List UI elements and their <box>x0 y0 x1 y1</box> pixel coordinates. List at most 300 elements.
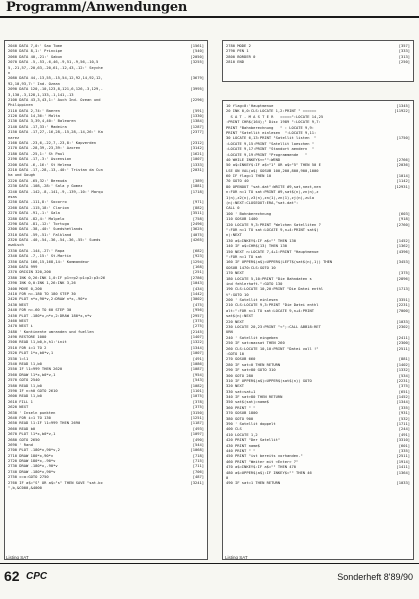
checksum: [3453] <box>396 260 410 265</box>
code-text: 2700 PLOT -180*x,90*v,2 <box>8 448 60 453</box>
code-text: 2180 DATA -25,1:' St Paul <box>8 151 65 156</box>
code-text: 2380 INK 0,26:INK 1,0:IF p1<>p2:p1=p2:p3=26 <box>8 275 106 280</box>
code-text: alt:":FOR n=1 TO sat:LOCATE 9,n+4:PRINT <box>226 308 315 313</box>
code-text: GOSUB 1470:CLS:GOTO 10 <box>226 265 276 270</box>
checksum: [1043] <box>190 281 204 286</box>
code-text: 2750 c=a:GOTO 2750 <box>8 475 49 480</box>
code-text: 2610 FILL 1 <box>8 399 33 404</box>
code-text: 450 PRINT "ist bereits vorhanden." <box>226 454 303 459</box>
code-text: 2270 DATA -91,-1:' Gala <box>8 211 60 216</box>
checksum: [487] <box>192 475 204 480</box>
code-text: 2400 MOVE 0,200 <box>8 286 42 291</box>
code-text: 2450 PLOT -180*x,n*v,2:DRAW 180*x,n*v <box>8 313 92 318</box>
header-rule <box>0 16 419 18</box>
code-text: 2160 DATA -23,6,-22,7,-23,8:' Kapverden <box>8 141 97 146</box>
checksum: [2145] <box>190 329 204 334</box>
code-text: 50 a$=INKEY$:IF a$<"1" OR a$>"5" THEN 50 E <box>226 163 321 168</box>
code-text: ":FOR n=1 TO sat:LOCATE 9,n+4:PRINT sat$( <box>226 227 319 232</box>
code-text: 120 LOCATE 9,3:PRINT "Welchen Satelliten ? <box>226 222 321 227</box>
code-text: 2420 PLOT n*x,90*v,2:DRAW n*x,-90*v <box>8 297 88 302</box>
checksum: [2050] <box>190 54 204 59</box>
code-text: 110 GOSUB 1400 <box>226 217 258 222</box>
code-text: 40 WHILE INKEY$<>"":WEND <box>226 157 281 162</box>
checksum: [475] <box>192 302 204 307</box>
checksum: [603] <box>398 211 410 216</box>
code-text: 210 CLS:LOCATE 9,3:PRINT "Die Datei enthl <box>226 303 319 308</box>
listing-right-top-lines <box>226 44 410 66</box>
code-text: PRINT "Bahnberechnung " : LOCATE 9,9: <box>226 125 315 130</box>
checksum: [12931] <box>394 184 410 189</box>
checksum: [1033] <box>396 481 410 486</box>
code-text: 390 ' Satellit doppelt <box>226 422 276 427</box>
code-text: 2210 DATA -17,-28,-13,-40:' Tristan da Cun <box>8 167 103 172</box>
checksum: [1142] <box>396 179 410 184</box>
code-text: 2200 DATA -6,-16:' St Helena <box>8 162 72 167</box>
code-text: 170 NEXT <box>226 271 245 276</box>
code-text: 490 IF sat=1 THEN RETURN <box>226 481 281 486</box>
code-text: 30 LOCATE 6,13:PRINT "Satellit listen " <box>226 136 317 141</box>
checksum: [434] <box>192 286 204 291</box>
code-text: URN <box>226 330 233 335</box>
code-text: 5,-21,57,-20,63,-20,61,-12,43,-12:' Seyche <box>8 65 103 70</box>
code-text: 2100 DATA 43,3,43,1:' Auch Ind. Ozean und <box>8 97 101 102</box>
code-text: 2280 DATA -82,4:' Malpelo <box>8 216 65 221</box>
code-text: 220 NEXT <box>226 319 245 324</box>
checksum: [1364] <box>396 470 410 475</box>
checksum: [2302] <box>396 325 410 330</box>
code-text: 370 GOSUB 1800 <box>226 411 258 416</box>
code-text: 2670 PLOT l1*x,b0*v,1 <box>8 432 56 437</box>
checksum: [2411] <box>396 335 410 340</box>
checksum: [718] <box>192 453 204 458</box>
code-text: 2710 DRAW 180*x,90*v <box>8 453 54 458</box>
code-text: LSE ON VAL(a$) GOSUB 100,200,800,900,1000 <box>226 168 319 173</box>
code-text: 2810 END <box>226 60 245 65</box>
code-text: 20 INK 0,0:CLS:LOCATE 1,2:PRINT " ====== <box>226 109 317 114</box>
checksum: [540] <box>192 49 204 54</box>
checksum: [335] <box>398 449 410 453</box>
code-line <box>226 481 410 486</box>
code-text: 2530 l=l1 <box>8 356 29 361</box>
checksum: [881] <box>398 357 410 362</box>
checksum: [313] <box>398 54 410 59</box>
code-text: 2520 PLOT 1*x,b0*v,1 <box>8 351 54 356</box>
checksum: [2231] <box>396 378 410 383</box>
code-text: 2410 FOR n=-180 TO 180 STEP 30 <box>8 291 76 296</box>
checksum: [1333] <box>190 162 204 167</box>
checksum: [1718] <box>190 189 204 194</box>
checksum: [931] <box>398 411 410 416</box>
checksum: [2231] <box>396 303 410 308</box>
checksum: [4265] <box>190 238 204 243</box>
checksum: [1407] <box>190 335 204 340</box>
checksum: [532] <box>398 416 410 421</box>
code-text: ewdisch <box>8 243 24 248</box>
page-header-title: Programm/Anwendungen <box>6 0 188 15</box>
code-text: 2390 INK 0,0:INK 1,26:INK 3,26 <box>8 281 76 286</box>
checksum: [1251] <box>190 415 204 420</box>
checksum: [1014] <box>396 174 410 179</box>
code-text: 2630 ' Inseln punkten <box>8 410 56 415</box>
code-text: 2090 DATA 120,-10,123,8,121,6,126,-3,129,- <box>8 87 103 92</box>
code-text: 2460 NEXT <box>8 318 29 323</box>
checksum: [1075] <box>190 394 204 399</box>
code-line <box>8 486 204 491</box>
code-text: 470 a$=INKEY$:IF a$="" THEN 470 <box>226 465 296 470</box>
code-text: 160 IF UPPER$(a$)=UPPER$(LEFT$(sat$(n),1)) THEN <box>226 260 333 265</box>
checksum: [1881] <box>190 184 204 189</box>
code-text: ":FOR n=1 TO sat <box>226 254 263 259</box>
checksum: [11922] <box>394 109 410 114</box>
code-text: 230 LOCATE 20,23:PRINT "<";:CALL &BB18:RET <box>226 325 321 330</box>
code-text: 0 <box>226 475 229 480</box>
checksum: [490] <box>192 437 204 442</box>
checksum: [2036] <box>396 163 410 168</box>
checksum: [3002] <box>190 297 204 302</box>
checksum: [1750] <box>396 136 410 141</box>
code-text: 310 IF UPPER$(a$)=UPPER$(sat$(n)) GOTO <box>226 378 312 383</box>
checksum: [2786] <box>190 275 204 280</box>
checksum: [4396] <box>396 249 410 254</box>
code-text: :PRINT CHR$(164);" Disc 1989 ":LOCATE 9,7: <box>226 120 321 125</box>
code-text: 430 PRINT name$ <box>226 443 260 448</box>
checksum: [544] <box>192 442 204 447</box>
checksum: [357] <box>398 44 410 48</box>
checksum: [543] <box>192 378 204 383</box>
code-text: 2040 DATA 7,0:' Sao Tome <box>8 44 63 48</box>
checksum: [956] <box>192 308 204 313</box>
code-text: ind fehlerhaft.":GOTO 130 <box>226 281 283 286</box>
checksum: [715] <box>192 459 204 464</box>
checksum: [2300] <box>396 341 410 346</box>
code-text: sat$(n):NEXT <box>226 314 254 319</box>
code-text: 290 IF sat>80 GOTO 310 <box>226 368 276 373</box>
checksum: [1452] <box>396 238 410 243</box>
code-text: 2560 DRAW l1*x,b0*v,1 <box>8 372 56 377</box>
code-text: CALL 0 <box>226 206 240 211</box>
code-text: 240 ' Satellit eingeben <box>226 335 278 340</box>
checksum: [333] <box>398 49 410 54</box>
checksum: [375] <box>192 405 204 410</box>
checksum: [1187] <box>190 421 204 426</box>
listing-left <box>4 40 208 560</box>
checksum: [3255] <box>190 60 204 65</box>
code-text: 2800 BORDER 0 <box>226 54 256 59</box>
code-text: 2590 IF n=h0 GOTO 2610 <box>8 389 58 393</box>
code-text: 200 ' Satellit einlesen <box>226 298 278 303</box>
code-text: S A T - M A S T E R =====":LOCATE 14,25 <box>226 114 324 119</box>
checksum: [682] <box>192 248 204 253</box>
checksum: [389] <box>192 178 204 183</box>
code-text: ",b,&C000,&4000 <box>8 486 42 491</box>
listing-left-lines <box>8 44 204 491</box>
code-text: 250 IF sat=maxsat THEN 260 <box>226 341 285 346</box>
code-line <box>226 60 410 65</box>
code-text: 320 NEXT <box>226 384 245 389</box>
code-text: 380 GOTO 900 <box>226 416 254 421</box>
checksum: [1294] <box>190 259 204 264</box>
checksum: [2957] <box>190 313 204 318</box>
code-text: 330 sat=sat+1 <box>226 389 256 394</box>
code-text: 2050 DATA 8,1:' Principe <box>8 49 63 54</box>
code-text: 2080 DATA 44,-13,55,-15,54,12,92,14,92,12, <box>8 76 103 81</box>
code-text: 2740 DRAW -180*x,90*v <box>8 469 56 474</box>
code-text: 2580 READ l1,b0 <box>8 383 42 388</box>
code-text: :LOCATE 9,15:PRINT "Satellit loeschen " <box>226 141 315 146</box>
checksum: [1322] <box>190 340 204 345</box>
code-text: 2470 NEXT i <box>8 324 33 329</box>
checksum: [2511] <box>396 346 410 351</box>
code-text: 2130 DATA 3,39,4,40:' Balearen <box>8 119 76 124</box>
checksum: [1033] <box>396 319 410 324</box>
checksum: [1007] <box>190 351 204 356</box>
code-text: 300 GOTO 280 <box>226 373 254 378</box>
checksum: [1344] <box>396 400 410 405</box>
code-text: 2540 READ l1,b0 <box>8 362 42 367</box>
checksum: [1068] <box>190 448 204 453</box>
code-text: 70 GOTO 40 <box>226 179 249 184</box>
checksum: [601] <box>398 443 410 448</box>
code-text: 140 IF a$=CHR$(13) THEN 130 <box>226 244 287 249</box>
code-text: 2660 READ b0 <box>8 426 36 431</box>
checksum: [1082] <box>190 383 204 388</box>
code-text: 2340 DATA -7,-15:' St.Martin <box>8 254 72 259</box>
code-text: 420 PRINT "Der Satellit" <box>226 438 281 443</box>
checksum: [1101] <box>190 389 204 393</box>
checksum: [250] <box>398 60 410 65</box>
code-text: 410 LOCATE 1,2 <box>226 432 258 437</box>
code-text: 2250 DATA -111,8:' Socorro <box>8 200 67 205</box>
code-text: 2720 DRAW 180*x,-90*v <box>8 459 56 464</box>
checksum: [2031] <box>190 167 204 172</box>
code-text: 460 PRINT "Weiter mit <Enter> ?" <box>226 459 299 464</box>
checksum: [1332] <box>396 368 410 373</box>
code-text: 2230 DATA -108,-28:' Sala y Gomez <box>8 184 83 189</box>
checksum: [971] <box>192 200 204 205</box>
code-text: 2240 DATA -142,-8,-141,-9,-139,-10:' Marqu <box>8 189 103 194</box>
checksum: [1411] <box>396 465 410 470</box>
checksum: [168] <box>192 265 204 270</box>
checksum: [2496] <box>190 221 204 226</box>
checksum: [1384] <box>190 119 204 124</box>
code-text: 3,130,-3,128,1,133,-1,141,-13 <box>8 92 74 97</box>
page-number: 62 <box>4 568 20 584</box>
checksum: [1087] <box>190 367 204 372</box>
code-text: 100 ' Bahnberechnung <box>226 211 272 216</box>
code-text: :LOCATE 9,17:PRINT "Standort aendern " <box>226 147 315 152</box>
checksum: [493] <box>192 426 204 431</box>
code-text: 2360 DATA 999 <box>8 265 38 270</box>
code-text: n:FOR n=1 TO sat:PRINT #9,sat$(n),zn(n),z <box>226 190 319 195</box>
code-text: 2790 PEN 1 <box>226 49 249 54</box>
checksum: [651] <box>398 389 410 394</box>
code-text: 440 PRINT " " <box>226 449 256 453</box>
checksum: [244] <box>398 427 410 432</box>
code-text: 2070 DATA -5,-53,-6,46,-9,51,-9,56,-10,5 <box>8 60 99 65</box>
code-text: 340 IF sat>80 THEN RETURN <box>226 395 283 400</box>
checksum: [1007] <box>190 157 204 162</box>
code-text: 60 IF flag=1 THEN 10 <box>226 174 272 179</box>
checksum: [335] <box>398 405 410 410</box>
checksum: [1561] <box>190 44 204 48</box>
checksum: [591] <box>192 108 204 113</box>
magazine-name: CPC <box>26 571 48 582</box>
checksum: [2896] <box>396 276 410 281</box>
checksum: [954] <box>192 372 204 377</box>
code-text: 2260 DATA -115,18:' Clarion <box>8 205 69 210</box>
code-text: 480 a$=UPPER$(a$):IF INKEY$="" THEN 46 <box>226 470 312 475</box>
checksum: [2296] <box>190 97 204 102</box>
code-text: 150 NEXT n:LOCATE 7,4+1:PRINT "Hauptmenue <box>226 249 319 254</box>
checksum: [1452] <box>396 395 410 400</box>
code-text: 2760 IF a$="S" OR a$="s" THEN SAVE "sat.bc <box>8 480 103 485</box>
checksum: [2312] <box>190 141 204 146</box>
checksum <box>180 486 204 491</box>
code-text: :GOTO 10 <box>226 351 245 356</box>
code-text: 2220 DATA -65,32:' Bermuda <box>8 178 67 183</box>
code-text: 2680 GOTO 2650 <box>8 437 40 442</box>
checksum: [3351] <box>396 298 410 303</box>
listing-right-top <box>222 40 414 82</box>
code-text: n):NEXT <box>226 233 242 238</box>
code-text: ha und Gough <box>8 173 36 178</box>
code-text: 2780 MODE 2 <box>226 44 251 48</box>
code-text: 260 CLS:LOCATE 10,10:PRINT "Datei voll !" <box>226 346 319 351</box>
checksum: [378] <box>192 399 204 404</box>
code-text: 2600 READ l1,b0 <box>8 394 42 399</box>
code-text: 2150 DATA -17,27,-16,28,-15,28,-14,26:' Ka <box>8 130 103 135</box>
code-text: 2490 RESTORE 1000 <box>8 335 47 340</box>
code-text: 2690 ' Rand <box>8 442 33 447</box>
checksum: [1711] <box>396 422 410 427</box>
code-text: Philippinen <box>8 103 33 108</box>
code-text: 2430 NEXT <box>8 302 29 307</box>
code-text: 2290 DATA -81,-12:' Tortuga <box>8 221 69 226</box>
checksum: [1362] <box>396 244 410 249</box>
checksum: [2377] <box>190 130 204 135</box>
checksum: [923] <box>192 254 204 259</box>
code-text: t":GOTO 10 <box>226 292 249 297</box>
code-text: 2730 DRAW -180*x,-90*v <box>8 464 58 469</box>
code-text: 2330 DATA -144,-27:' Rapa <box>8 248 65 253</box>
checksum: [1402] <box>396 362 410 367</box>
code-text: 180 LOCATE 5,10:PRINT "Die Bahndaten s <box>226 276 312 281</box>
listing-right-lines <box>226 104 410 487</box>
listing-right <box>222 100 414 560</box>
code-text: PRINT "Satellit einlesen ":LOCATE 9,11: <box>226 130 317 135</box>
code-text: 2440 FOR n=-60 TO 60 STEP 30 <box>8 308 72 313</box>
code-text: 2110 DATA 2,74:' Baeren <box>8 108 60 113</box>
checksum: [918] <box>398 217 410 222</box>
code-text: 400 CLS <box>226 427 242 432</box>
code-text: 80 OPENOUT "sat.dat":WRITE #9,sat,next,nen <box>226 184 321 189</box>
checksum: [251] <box>192 270 204 275</box>
code-text: 2640 FOR i=1 TO 130 <box>8 415 51 420</box>
code-text: 2170 DATA -28,39,-23,39:' Azoren <box>8 146 81 151</box>
checksum: [1287] <box>190 124 204 129</box>
checksum: [2766] <box>396 157 410 162</box>
checksum: [1345] <box>396 104 410 108</box>
checksum: [1330] <box>190 114 204 119</box>
checksum: [1621] <box>190 151 204 156</box>
checksum: [1097] <box>190 432 204 437</box>
code-text: 10 flag=0:'Hauptmenue <box>226 104 274 108</box>
checksum: [491] <box>192 356 204 361</box>
code-text: 2500 READ l1,b0,h,h1:'init <box>8 340 67 345</box>
code-text: 2320 DATA -40,-54,-36,-54,-36,-55:' Sueds <box>8 238 101 243</box>
code-text: 2190 DATA -17,-3:' Ascension <box>8 157 72 162</box>
listing-right-label: Listing SAT <box>225 555 248 560</box>
code-text: 270 GOSUB 660 <box>226 357 256 362</box>
code-text: esas <box>8 194 18 199</box>
code-text: 190 CLS:LOCATE 10,20:PRINT "Die Datei enthl <box>226 287 324 292</box>
checksum: [1086] <box>190 362 204 367</box>
code-text: 130 a$=INKEY$:IF a$="" THEN 130 <box>226 238 296 243</box>
code-text: 2310 DATA -59,-51:' Falkland <box>8 232 72 237</box>
code-text: 350 sat$(sat)=name$ <box>226 400 269 405</box>
checksum: [375] <box>398 384 410 389</box>
footer-rule <box>0 563 419 564</box>
listing-left-label: Listing SAT <box>6 555 29 560</box>
issue-label: Sonderheft 8'89/90 <box>337 572 413 582</box>
checksum: [3241] <box>190 480 204 485</box>
checksum: [1442] <box>190 291 204 296</box>
checksum: [1344] <box>190 345 204 350</box>
checksum: [275] <box>192 324 204 329</box>
checksum: [2760] <box>396 222 410 227</box>
checksum: [1713] <box>396 287 410 292</box>
code-text: 360 PRINT " " <box>226 405 256 410</box>
code-text: 2350 DATA 166,15,168,14:' Kommandeur <box>8 259 90 264</box>
code-text: 2620 NEXT <box>8 405 29 410</box>
checksum: [4075] <box>190 232 204 237</box>
checksum: [882] <box>192 205 204 210</box>
code-text: 2550 IF l1=999 THEN 2620 <box>8 367 63 372</box>
checksum: [711] <box>192 464 204 469</box>
checksum: [3511] <box>190 211 204 216</box>
checksum: [491] <box>398 432 410 437</box>
checksum: [758] <box>192 216 204 221</box>
code-text: narez <box>8 135 20 140</box>
checksum: [3625] <box>190 227 204 232</box>
code-text: 92,10,93,7:' Ind. Ozean <box>8 81 60 86</box>
checksum: [2511] <box>396 454 410 459</box>
code-text: 2140 DATA -17,33:' Madeira <box>8 124 67 129</box>
checksum: [375] <box>192 318 204 323</box>
checksum: [3679] <box>190 76 204 81</box>
checksum: [375] <box>398 271 410 276</box>
checksum: [3310] <box>396 438 410 443</box>
code-text: 2570 GOTO 2540 <box>8 378 40 383</box>
code-text: 1(n),z2(n),z3(n),zn(1),zn(1),zj(n),zula <box>226 195 315 200</box>
code-text: 2300 DATA -38,-40:' Suedshetlands <box>8 227 83 232</box>
code-text: 2120 DATA 14,36:' Malta <box>8 114 60 119</box>
checksum: [3995] <box>190 87 204 92</box>
code-text: (n):NEXT:CLOSEOUT:ERA,"sat.dat": <box>226 201 299 206</box>
code-text: 2510 FOR i=1 TO 2 <box>8 345 47 350</box>
checksum: [3142] <box>190 146 204 151</box>
code-text: 280 IF sat=0 THEN RETURN <box>226 362 281 367</box>
checksum: [7000] <box>396 308 410 313</box>
checksum: [1914] <box>396 459 410 464</box>
checksum: [534] <box>398 373 410 378</box>
checksum: [706] <box>192 469 204 474</box>
code-text: 2370 ORIGIN 320,200 <box>8 270 51 275</box>
code-text: 2650 READ l1:IF l1=999 THEN 2690 <box>8 421 81 426</box>
code-text: 2060 DATA 40,-21:' Gabun <box>8 54 63 59</box>
code-text: :LOCATE 9,19:PRINT "Programmende " <box>226 152 308 157</box>
checksum: [3150] <box>190 410 204 415</box>
